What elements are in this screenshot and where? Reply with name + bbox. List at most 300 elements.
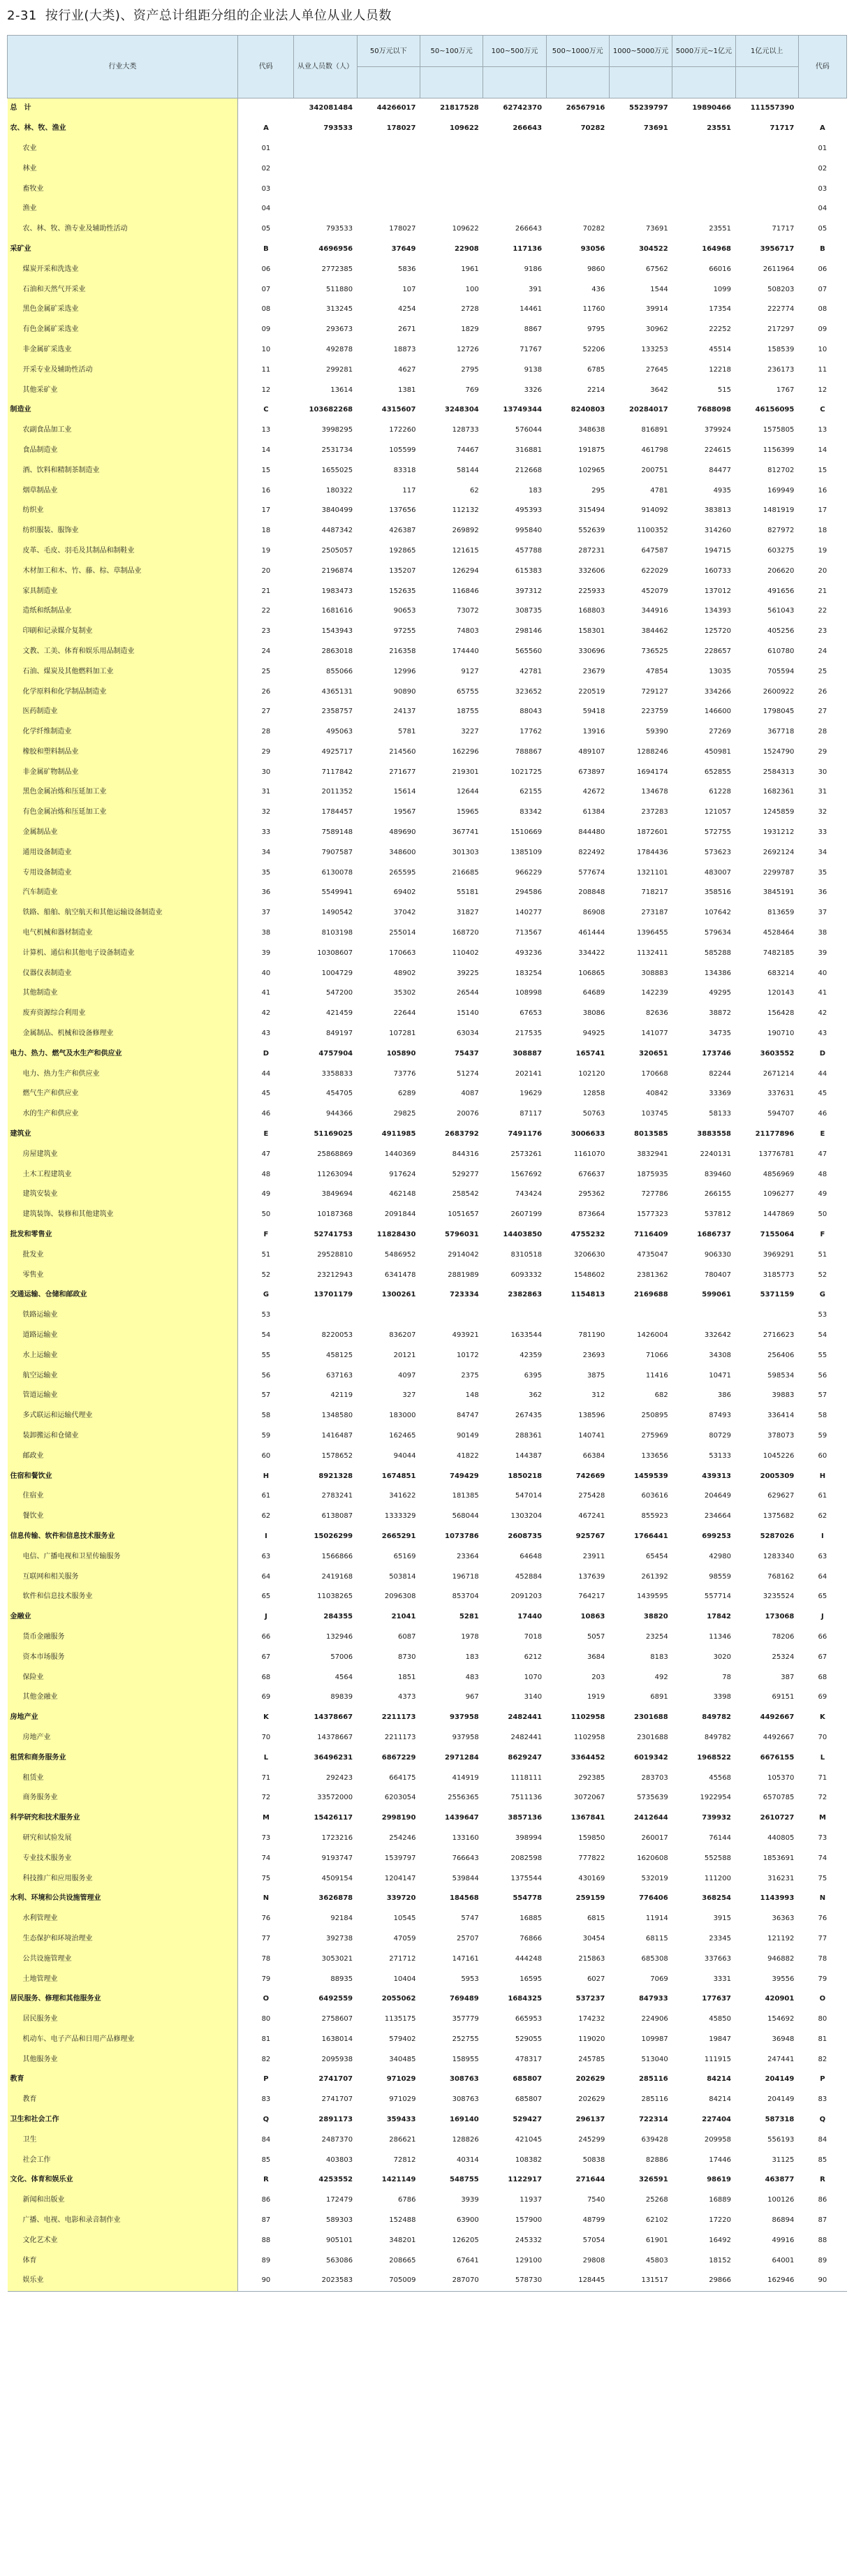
bin-value-cell: 183 [465,1653,479,1661]
bin-value-cell: 537812 [704,1210,732,1219]
industry-code: 27 [261,708,271,716]
bin-value-cell: 273187 [641,909,668,917]
bin-value-cell: 45514 [709,345,732,353]
table-row [8,1386,847,1406]
total-workers-cell: 849197 [325,1030,353,1038]
industry-name: 居民服务、修理和其他服务业 [8,1989,238,2010]
bin-value-cell: 245299 [578,2135,605,2144]
industry-code-right: 03 [818,184,827,193]
total-workers-cell: 13614 [330,386,353,394]
table-row [8,320,847,340]
header-industry: 行业大类 [8,36,238,98]
bin-value-cell [672,159,735,179]
bin-value-cell: 7018 [524,1632,543,1641]
bin-value-cell: 64689 [582,989,605,997]
bin-value-cell: 685807 [513,2075,543,2084]
industry-name: 水的生产和供应业 [8,1104,238,1125]
industry-code-right: J [821,1613,824,1621]
bin-value-cell: 4373 [398,1693,416,1702]
bin-value-cell: 1385109 [510,848,543,856]
header-bin-2-sub [420,67,483,98]
bin-value-cell: 937958 [452,1733,479,1741]
bin-value-cell: 6570785 [763,1794,795,1802]
total-workers-cell: 313245 [325,305,353,314]
bin-value-cell: 1283340 [763,1552,795,1560]
table-row [8,1144,847,1164]
bin-value-cell: 158301 [578,627,605,636]
bin-value-cell: 683214 [767,969,795,977]
industry-name: 教育 [8,2070,238,2090]
bin-value-cell: 202629 [578,2095,605,2104]
bin-value-cell: 1931212 [763,828,795,837]
bin-value-cell: 170668 [641,1069,668,1078]
bin-value-cell: 216358 [389,647,416,655]
industry-code: 85 [261,2156,271,2164]
bin-value-cell: 298146 [515,627,543,636]
bin-value-cell: 1684325 [508,1995,543,2003]
bin-value-cell: 256406 [767,1351,795,1359]
industry-code-right: 60 [818,1451,827,1460]
industry-code: 50 [261,1210,271,1219]
total-workers-cell: 293673 [325,325,353,334]
bin-value-cell: 140277 [515,909,543,917]
bin-value-cell: 2600922 [763,687,795,696]
industry-name: 租赁和商务服务业 [8,1748,238,1768]
industry-code-right: H [819,1472,826,1480]
total-workers-cell: 10308607 [317,949,353,957]
bin-value-cell: 2692124 [763,848,795,856]
table-row [8,2190,847,2211]
bin-value-cell: 30454 [582,1934,605,1942]
table-row [8,159,847,179]
bin-value-cell: 3915 [713,1915,732,1923]
bin-value-cell: 3969291 [763,1250,795,1259]
industry-code-right: 42 [818,1009,827,1018]
bin-value-cell [357,1305,420,1326]
bin-value-cell: 367741 [452,828,479,837]
bin-value-cell [672,199,735,219]
total-workers-cell: 4564 [334,1673,353,1681]
table-row [8,1024,847,1044]
industry-name: 金属制品、机械和设备修理业 [8,1024,238,1044]
category-row [8,1285,847,1305]
bin-value-cell: 822492 [578,848,605,856]
table-row [8,963,847,983]
bin-value-cell: 57054 [582,2236,605,2244]
bin-value-cell: 23345 [709,1934,732,1942]
header-bin-6: 5000万元~1亿元 [672,36,735,67]
industry-code: 58 [261,1412,271,1420]
bin-value-cell: 93056 [580,244,605,253]
bin-value-cell [420,1305,483,1326]
bin-value-cell: 71717 [772,225,795,233]
industry-name: 酒、饮料和精制茶制造业 [8,460,238,481]
industry-code: C [263,406,269,414]
bin-value-cell: 108998 [515,989,543,997]
bin-value-cell: 2716623 [763,1331,795,1339]
bin-value-cell: 82886 [645,2156,668,2164]
bin-value-cell: 55181 [456,888,479,897]
industry-code: G [263,1291,270,1299]
total-workers-cell: 1348580 [321,1412,353,1420]
bin-value-cell: 27645 [645,365,668,374]
bin-value-cell: 914092 [641,506,668,515]
industry-code: 30 [261,768,271,776]
bin-value-cell: 467241 [578,1512,605,1521]
bin-value-cell: 5953 [461,1975,479,1983]
industry-code: 45 [261,1090,271,1098]
industry-code-right: 49 [818,1190,827,1199]
table-row [8,1647,847,1667]
industry-name: 科学研究和技术服务业 [8,1808,238,1829]
bin-value-cell: 1798045 [763,708,795,716]
bin-value-cell: 82636 [645,1009,668,1018]
industry-name: 装卸搬运和仓储业 [8,1426,238,1447]
bin-value-cell: 827972 [767,527,795,535]
table-row [8,1929,847,1949]
total-workers-cell: 7117842 [321,768,353,776]
total-workers-cell: 1681616 [321,607,353,615]
table-row [8,1949,847,1969]
industry-code-right: 67 [818,1653,827,1661]
bin-value-cell: 10545 [393,1915,416,1923]
bin-value-cell: 1099 [713,285,732,293]
industry-code: 07 [261,285,271,293]
total-workers-cell: 1416487 [321,1431,353,1440]
bin-value-cell: 134678 [641,788,668,796]
industry-code-right: 04 [818,205,827,213]
bin-value-cell: 492 [654,1673,668,1681]
bin-value-cell: 682 [654,1391,668,1400]
bin-value-cell: 29825 [393,1110,416,1118]
industry-name: 房地产业 [8,1728,238,1748]
industry-code-right: 46 [818,1110,827,1118]
bin-value-cell: 49916 [772,2236,795,2244]
bin-value-cell: 316881 [515,446,543,454]
industry-name: 互联网和相关服务 [8,1567,238,1587]
bin-value-cell: 489107 [578,747,605,756]
bin-value-cell: 844480 [578,828,605,837]
industry-code: 48 [261,1170,271,1178]
industry-code: 19 [261,546,271,555]
bin-value-cell: 29808 [582,2256,605,2264]
bin-value-cell: 2299787 [763,868,795,877]
bin-value-cell: 1132411 [637,949,668,957]
industry-code-right: 63 [818,1552,827,1560]
industry-name: 开采专业及辅助性活动 [8,360,238,380]
bin-value-cell: 478317 [515,2055,543,2063]
bin-value-cell: 267435 [515,1412,543,1420]
bin-value-cell: 1575805 [763,426,795,434]
table-row [8,259,847,279]
bin-value-cell: 49295 [709,989,732,997]
industry-name: 林业 [8,159,238,179]
industry-code: 66 [261,1632,271,1641]
industry-name: 住宿业 [8,1486,238,1507]
industry-name: 制造业 [8,400,238,420]
bin-value-cell: 1396455 [637,929,668,937]
bin-value-cell [735,159,798,179]
bin-value-cell: 36363 [772,1915,795,1923]
industry-code-right: 28 [818,728,827,736]
bin-value-cell: 2971284 [445,1753,479,1762]
bin-value-cell [735,179,798,199]
bin-value-cell: 254246 [389,1834,416,1842]
total-workers-cell: 2758607 [321,2015,353,2024]
bin-value-cell: 7155064 [760,1231,795,1239]
bin-value-cell: 225933 [578,587,605,595]
bin-value-cell: 308763 [452,2095,479,2104]
bin-value-cell: 181385 [452,1492,479,1500]
industry-name: 农、林、牧、渔业 [8,119,238,139]
industry-code: 37 [261,909,271,917]
total-workers-cell: 172479 [325,2196,353,2204]
bin-value-cell [609,199,672,219]
total-workers-cell: 2863018 [321,647,353,655]
bin-value-cell: 117136 [513,244,543,253]
bin-value-cell: 223759 [641,708,668,716]
bin-value-cell: 45803 [645,2256,668,2264]
bin-value-cell: 20284017 [629,406,668,414]
industry-name: 铁路运输业 [8,1305,238,1326]
bin-value-cell: 204149 [767,2095,795,2104]
category-row [8,1708,847,1728]
bin-value-cell: 183000 [389,1412,416,1420]
bin-value-cell: 7491176 [508,1130,543,1139]
bin-value-cell: 47854 [645,667,668,675]
industry-name: 农、林、牧、渔专业及辅助性活动 [8,219,238,240]
industry-code-right: 71 [818,1773,827,1782]
bin-value-cell: 1919 [587,1693,605,1702]
bin-value-cell: 83318 [393,466,416,474]
bin-value-cell: 1633544 [510,1331,543,1339]
total-workers-cell: 2487370 [321,2135,353,2144]
bin-value-cell: 3185773 [763,1271,795,1279]
bin-value-cell: 111557390 [750,104,795,112]
bin-value-cell: 1853691 [763,1854,795,1862]
bin-value-cell: 2382863 [508,1291,543,1299]
bin-value-cell: 162296 [452,747,479,756]
industry-code: 78 [261,1954,271,1963]
total-workers-cell: 8921328 [318,1472,353,1480]
total-workers-cell: 492878 [325,345,353,353]
bin-value-cell: 3939 [461,2196,479,2204]
bin-value-cell: 556193 [767,2135,795,2144]
industry-code: 73 [261,1834,271,1842]
bin-value-cell: 31827 [456,909,479,917]
bin-value-cell: 2610727 [760,1814,795,1822]
industry-code: 04 [261,205,271,213]
table-row [8,1969,847,1989]
table-row [8,441,847,461]
table-row [8,481,847,501]
bin-value-cell: 38872 [709,1009,732,1018]
bin-value-cell: 2055062 [381,1995,416,2003]
industry-code: 59 [261,1431,271,1440]
bin-value-cell: 214560 [389,747,416,756]
table-row [8,340,847,360]
table-row [8,1627,847,1648]
bin-value-cell: 420901 [765,1995,795,2003]
total-workers-cell: 29528810 [317,1250,353,1259]
bin-value-cell: 5057 [587,1632,605,1641]
bin-value-cell: 685807 [515,2095,543,2104]
bin-value-cell: 84747 [456,1412,479,1420]
bin-value-cell: 296137 [575,2116,605,2124]
bin-value-cell: 39556 [772,1975,795,1983]
bin-value-cell: 391 [528,285,543,293]
bin-value-cell: 3227 [461,728,479,736]
industry-code: 87 [261,2216,271,2225]
industry-code-right: 22 [818,607,827,615]
industry-code: H [263,1472,270,1480]
bin-value-cell: 358516 [704,888,732,897]
industry-name: 造纸和纸制品业 [8,601,238,622]
industry-code-right: 89 [818,2256,827,2264]
industry-name: 土木工程建筑业 [8,1164,238,1185]
bin-value-cell: 258542 [452,1190,479,1199]
total-workers-cell: 2095938 [321,2055,353,2063]
total-workers-cell: 88935 [330,1975,353,1983]
total-workers-cell: 2011352 [321,788,353,796]
bin-value-cell: 116846 [452,587,479,595]
industry-code-right: 74 [818,1854,827,1862]
bin-value-cell: 65755 [456,687,479,696]
bin-value-cell: 275969 [641,1431,668,1440]
total-workers-cell: 292423 [325,1773,353,1782]
bin-value-cell: 1154813 [570,1291,605,1299]
industry-name: 采矿业 [8,240,238,260]
industry-code: 28 [261,728,271,736]
bin-value-cell: 87493 [709,1412,732,1420]
bin-value-cell: 2211173 [381,1713,416,1722]
bin-value-cell: 2482441 [508,1713,543,1722]
industry-name: 电力、热力、燃气及水生产和供应业 [8,1044,238,1064]
total-workers-cell: 2741707 [318,2075,353,2084]
industry-name: 农业 [8,139,238,159]
industry-code-right: 81 [818,2035,827,2043]
industry-code-right: 20 [818,566,827,575]
total-workers-cell: 3849694 [321,1190,353,1199]
category-row [8,1748,847,1768]
bin-value-cell: 8867 [524,325,543,334]
industry-code: A [263,124,269,133]
bin-value-cell: 21817528 [440,104,479,112]
header-bin-5: 1000~5000万元 [609,36,672,67]
bin-value-cell: 727786 [641,1190,668,1199]
bin-value-cell: 598534 [767,1371,795,1380]
bin-value-cell: 768162 [767,1572,795,1581]
industry-code: 43 [261,1030,271,1038]
bin-value-cell: 62742370 [503,104,543,112]
bin-value-cell: 452884 [515,1572,543,1581]
category-row [8,1225,847,1245]
bin-value-cell: 685308 [641,1954,668,1963]
bin-value-cell: 196718 [452,1572,479,1581]
bin-value-cell [609,139,672,159]
total-workers-cell: 495063 [325,728,353,736]
bin-value-cell: 1135175 [384,2015,416,2024]
industry-code-right: 23 [818,627,827,636]
bin-value-cell [420,139,483,159]
bin-value-cell: 160733 [704,566,732,575]
industry-code-right: 32 [818,808,827,817]
industry-code-right: 77 [818,1934,827,1942]
bin-value-cell: 21177896 [755,1130,795,1139]
total-workers-cell: 13701179 [314,1291,353,1299]
bin-value-cell: 63034 [456,1030,479,1038]
industry-name: 皮革、毛皮、羽毛及其制品和制鞋业 [8,541,238,562]
bin-value-cell: 4492667 [760,1713,795,1722]
bin-value-cell: 61228 [709,788,732,796]
bin-value-cell: 222774 [767,305,795,314]
bin-value-cell: 5281 [459,1613,479,1621]
bin-value-cell: 4781 [650,486,668,495]
category-row [8,400,847,420]
bin-value-cell: 743424 [515,1190,543,1199]
bin-value-cell: 177637 [702,1995,732,2003]
industry-code: E [263,1130,269,1139]
bin-value-cell: 82244 [709,1069,732,1078]
bin-value-cell: 816891 [641,426,668,434]
bin-value-cell: 39883 [772,1391,795,1400]
industry-name: 邮政业 [8,1446,238,1466]
industry-code-right: B [820,244,825,253]
bin-value-cell: 283703 [641,1773,668,1782]
industry-code-right: 62 [818,1512,827,1521]
bin-value-cell: 1381 [398,386,416,394]
table-row [8,842,847,863]
bin-value-cell: 1447869 [763,1210,795,1219]
bin-value-cell: 3883558 [697,1130,732,1139]
table-title [7,6,392,24]
bin-value-cell [609,1305,672,1326]
bin-value-cell: 379924 [704,426,732,434]
industry-code: 56 [261,1371,271,1380]
bin-value-cell: 40842 [645,1090,668,1098]
bin-value-cell: 615383 [515,566,543,575]
bin-value-cell: 2301688 [637,1733,668,1741]
bin-value-cell: 330696 [578,647,605,655]
industry-code-right: 10 [818,345,827,353]
bin-value-cell: 548755 [450,2176,479,2184]
bin-value-cell: 38086 [582,1009,605,1018]
total-workers-cell: 1578652 [321,1451,353,1460]
industry-name: 水利管理业 [8,1909,238,1929]
bin-value-cell: 266155 [704,1190,732,1199]
bin-value-cell: 18873 [393,345,416,353]
bin-value-cell: 165741 [575,1049,605,1058]
industry-code: 82 [261,2055,271,2063]
bin-value-cell [357,139,420,159]
industry-name: 住宿和餐饮业 [8,1466,238,1486]
industry-name: 道路运输业 [8,1326,238,1346]
total-workers-cell [294,1305,357,1326]
bin-value-cell: 131517 [609,2271,672,2291]
bin-value-cell: 6785 [587,365,605,374]
table-row [8,943,847,963]
bin-value-cell: 20121 [393,1351,416,1359]
bin-value-cell: 917624 [389,1170,416,1178]
industry-name: 批发和零售业 [8,1225,238,1245]
bin-value-cell: 561043 [767,607,795,615]
industry-name: 纺织业 [8,501,238,521]
bin-value-cell: 71767 [520,345,543,353]
bin-value-cell: 430169 [578,1874,605,1882]
total-workers-cell: 42119 [330,1391,353,1400]
total-workers-cell [294,139,357,159]
bin-value-cell: 3845191 [763,888,795,897]
